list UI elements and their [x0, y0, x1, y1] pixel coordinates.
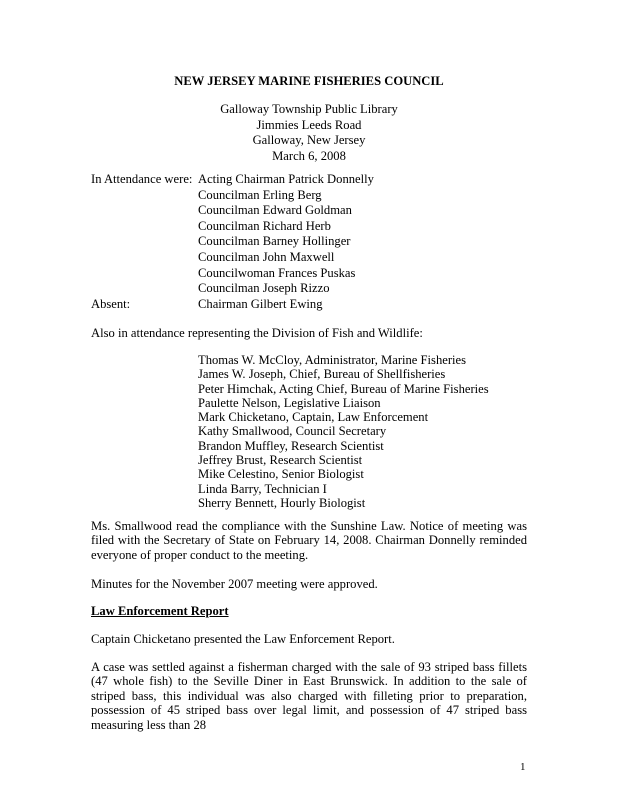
staff-member: Mark Chicketano, Captain, Law Enforcement [198, 410, 429, 425]
document-title: NEW JERSEY MARINE FISHERIES COUNCIL [174, 74, 444, 88]
sunshine-law-paragraph: Ms. Smallwood read the compliance with the Sunshine Law. Notice of meeting was filed with the Secretary of State on February 14, 2008. Chairman Donnelly reminded everyone of proper conduct to the meeting. [91, 519, 527, 562]
attendee: Councilman John Maxwell [198, 249, 335, 264]
absent-label: Absent: [91, 297, 131, 311]
staff-member: Jeffrey Brust, Research Scientist [198, 453, 363, 468]
attendee: Councilwoman Frances Puskas [198, 265, 356, 280]
page-number: 1 [520, 761, 526, 773]
attendee-list [198, 172, 374, 297]
attendee: Councilman Edward Goldman [198, 203, 352, 218]
case-paragraph: A case was settled against a fisherman charged with the sale of 93 striped bass fillets (47 whole fish) to the Seville Diner in East Brunswick. In addition to the sale of striped bass, this individual was also charged with filleting prior to preparation, possession of 45 striped bass over legal limit, and possession of 47 striped bass measuring less than 28 [91, 660, 527, 732]
attendee: Councilman Richard Herb [198, 218, 331, 233]
staff-member: Paulette Nelson, Legislative Liaison [198, 395, 381, 410]
venue-line: Galloway, New Jersey [252, 133, 366, 148]
meeting-date: March 6, 2008 [272, 148, 346, 163]
staff-member: Linda Barry, Technician I [198, 481, 327, 496]
staff-member: Kathy Smallwood, Council Secretary [198, 424, 387, 439]
attendee: Councilman Barney Hollinger [198, 234, 351, 249]
also-attending-intro: Also in attendance representing the Division of Fish and Wildlife: [91, 326, 423, 340]
venue-line: Galloway Township Public Library [220, 102, 398, 116]
staff-member: James W. Joseph, Chief, Bureau of Shellfisheries [198, 367, 446, 382]
staff-member: Brandon Muffley, Research Scientist [198, 438, 384, 453]
report-intro-paragraph: Captain Chicketano presented the Law Enforcement Report. [91, 632, 395, 646]
staff-member: Thomas W. McCloy, Administrator, Marine Fisheries [198, 353, 467, 367]
staff-member: Sherry Bennett, Hourly Biologist [198, 495, 366, 510]
venue-line: Jimmies Leeds Road [256, 117, 362, 132]
attendee: Councilman Erling Berg [198, 187, 322, 202]
staff-list [198, 353, 489, 510]
section-heading: Law Enforcement Report [91, 604, 229, 618]
staff-member: Mike Celestino, Senior Biologist [198, 467, 364, 482]
absent-member: Chairman Gilbert Ewing [198, 297, 323, 311]
minutes-paragraph: Minutes for the November 2007 meeting were approved. [91, 577, 378, 591]
attendee: Councilman Joseph Rizzo [198, 281, 330, 296]
meeting-venue [0, 102, 618, 164]
staff-member: Peter Himchak, Acting Chief, Bureau of Marine Fisheries [198, 381, 489, 396]
attendee: Acting Chairman Patrick Donnelly [198, 172, 374, 186]
attendance-label: In Attendance were: [91, 172, 193, 186]
